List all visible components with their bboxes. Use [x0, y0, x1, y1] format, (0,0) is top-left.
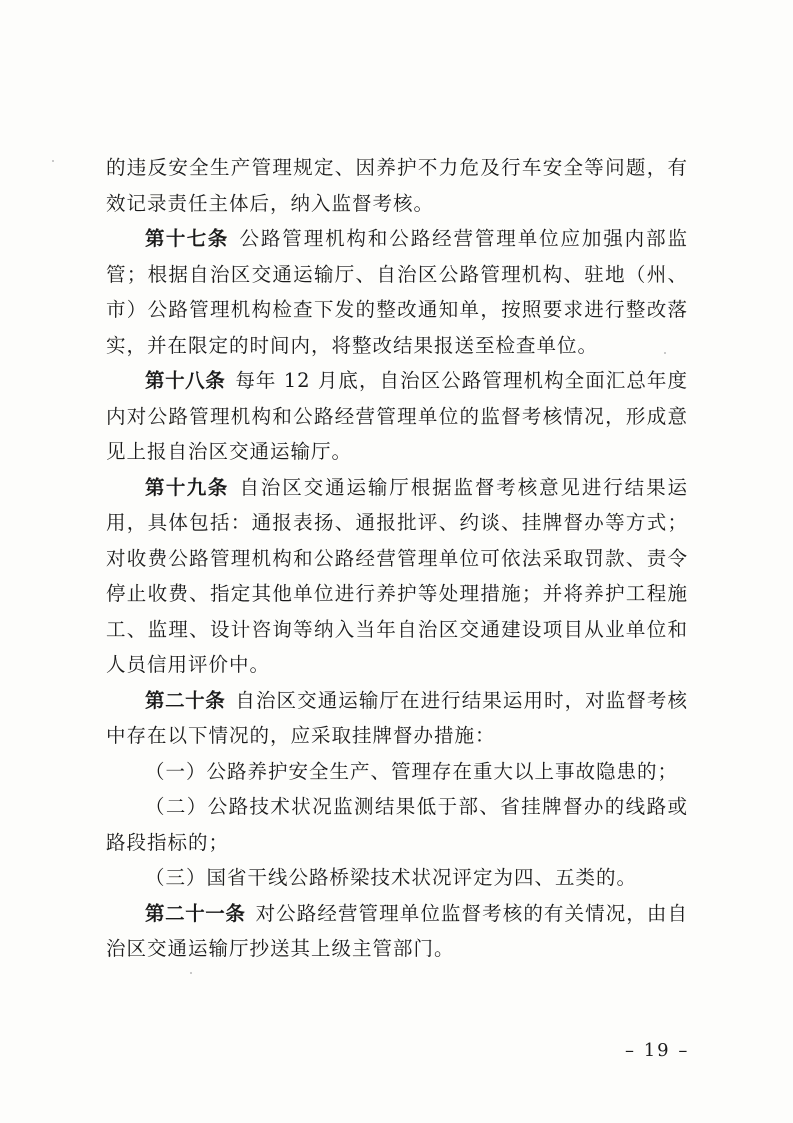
scan-speck — [664, 352, 666, 354]
scan-speck — [52, 160, 54, 162]
article-heading: 第二十一条 — [145, 901, 246, 925]
article-heading: 第十八条 — [145, 369, 226, 392]
article-text: 自治区交通运输厅根据监督考核意见进行结果运用，具体包括：通报表扬、通报批评、约谈、挂牌督办等方式；对收费公路管理机构和公路经营管理单位可依法采取罚款、责令停止收费、指定其他单位进行养护等处理措施；并将养护工程施工、监理、设计咨询等纳入当年自治区交通建设项目从业单位和人员信用评价中。 — [106, 475, 688, 676]
article-heading: 第十九条 — [145, 475, 229, 499]
article-text: 对公路经营管理单位监督考核的有关情况，由自治区交通运输厅抄送其上级主管部门。 — [106, 901, 688, 960]
page-number: – 19 – — [625, 1040, 690, 1061]
list-item-3 — [106, 860, 688, 896]
list-item-text: （一）公路养护安全生产、管理存在重大以上事故隐患的； — [145, 759, 679, 783]
document-body — [106, 150, 688, 967]
list-item-text: （三）国省干线公路桥梁技术状况评定为四、五类的。 — [145, 866, 638, 889]
article-text: 每年 12 月底，自治区公路管理机构全面汇总年度内对公路管理机构和公路经营管理单位的监督考核情况，形成意见上报自治区交通运输厅。 — [106, 369, 688, 463]
article-21 — [106, 896, 688, 967]
article-text: 自治区交通运输厅在进行结果运用时，对监督考核中存在以下情况的，应采取挂牌督办措施： — [106, 688, 688, 747]
list-item-2 — [106, 789, 688, 860]
article-20 — [106, 683, 688, 754]
paragraph-continuation — [106, 150, 688, 221]
scan-speck — [190, 972, 192, 974]
paragraph-text: 的违反安全生产管理规定、因养护不力危及行车安全等问题，有效记录责任主体后，纳入监督考核。 — [106, 156, 688, 215]
article-18 — [106, 363, 688, 470]
article-text: 公路管理机构和公路经营管理单位应加强内部监管；根据自治区交通运输厅、自治区公路管理机构、驻地（州、市）公路管理机构检查下发的整改通知单，按照要求进行整改落实，并在限定的时间内，将整改结果报送至检查单位。 — [106, 227, 688, 357]
list-item-1 — [106, 754, 688, 790]
article-heading: 第二十条 — [145, 688, 226, 712]
article-19 — [106, 470, 688, 683]
article-heading: 第十七条 — [145, 227, 229, 250]
list-item-text: （二）公路技术状况监测结果低于部、省挂牌督办的线路或路段指标的； — [106, 795, 688, 854]
article-17 — [106, 221, 688, 363]
